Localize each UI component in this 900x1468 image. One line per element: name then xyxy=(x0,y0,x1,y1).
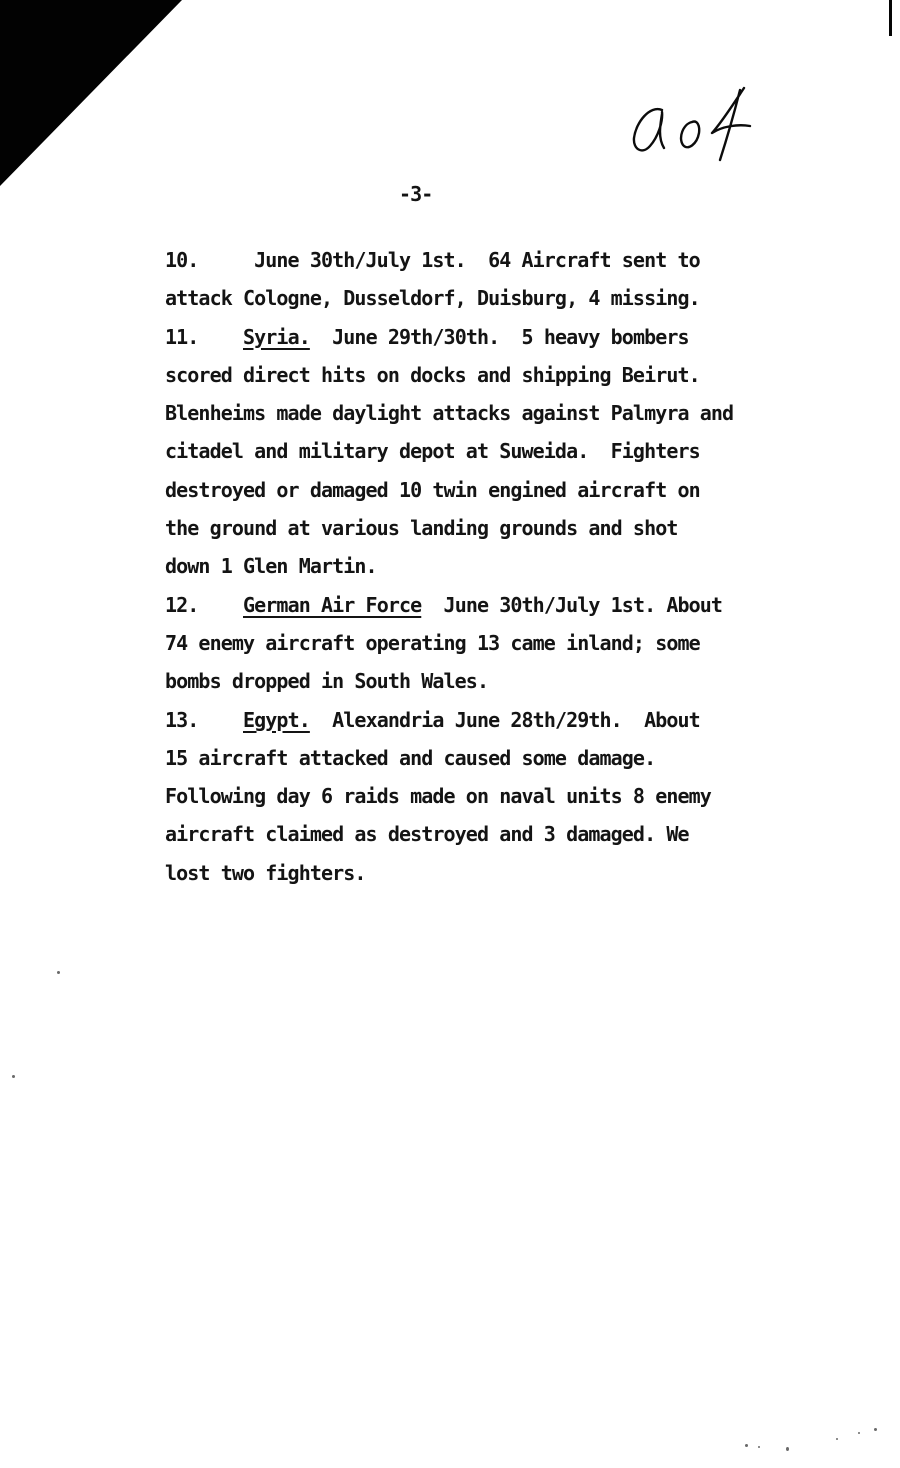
text-segment: destroyed or damaged 10 twin engined aircraft on xyxy=(165,477,700,502)
scan-speck xyxy=(57,971,60,974)
text-segment: June 29th/30th. 5 heavy bombers xyxy=(309,324,689,349)
scan-speck xyxy=(745,1444,748,1447)
scan-speck xyxy=(874,1428,877,1431)
text-segment: the ground at various landing grounds and shot xyxy=(165,516,678,541)
text-line xyxy=(165,777,733,815)
text-line xyxy=(165,394,733,432)
scan-speck xyxy=(12,1075,15,1078)
scan-corner-fold xyxy=(0,0,182,186)
text-segment: 13. xyxy=(165,707,243,732)
text-segment: 15 aircraft attacked and caused some damage. xyxy=(165,745,656,770)
text-segment: scored direct hits on docks and shipping Beirut. xyxy=(165,362,700,387)
text-segment: 74 enemy aircraft operating 13 came inland; some xyxy=(165,630,700,655)
text-segment: Following day 6 raids made on naval units 8 enemy xyxy=(165,784,711,809)
text-line xyxy=(165,586,733,624)
text-line xyxy=(165,279,733,317)
handwritten-mark xyxy=(618,78,768,178)
underlined-heading: German Air Force xyxy=(243,592,422,617)
text-line xyxy=(165,739,733,777)
text-segment: Blenheims made daylight attacks against Palmyra and xyxy=(165,401,734,426)
text-line xyxy=(165,701,733,739)
text-line xyxy=(165,624,733,662)
text-line xyxy=(165,356,733,394)
text-segment: June 30th/July 1st. About xyxy=(421,592,723,617)
text-segment: lost two fighters. xyxy=(165,860,366,885)
text-segment: 10. June 30th/July 1st. 64 Aircraft sent to xyxy=(165,248,700,272)
text-line xyxy=(165,854,733,892)
text-line xyxy=(165,471,733,509)
text-line xyxy=(165,662,733,700)
scan-speck xyxy=(858,1432,860,1434)
text-line xyxy=(165,815,733,853)
text-line xyxy=(165,241,733,279)
text-segment: bombs dropped in South Wales. xyxy=(165,669,489,694)
text-segment: aircraft claimed as destroyed and 3 damaged. We xyxy=(165,822,689,847)
scan-speck xyxy=(786,1447,789,1451)
text-segment: attack Cologne, Dusseldorf, Duisburg, 4 missing. xyxy=(165,286,700,311)
handwritten-a04-glyph xyxy=(618,78,768,178)
scan-speck xyxy=(758,1446,760,1448)
scan-speck xyxy=(836,1438,838,1440)
document-lines xyxy=(165,241,733,892)
text-line xyxy=(165,318,733,356)
underlined-heading: Syria. xyxy=(243,324,310,349)
text-line xyxy=(165,509,733,547)
page-number: -3- xyxy=(399,182,433,206)
text-line xyxy=(165,432,733,470)
text-segment: citadel and military depot at Suweida. Fighters xyxy=(165,439,700,464)
text-segment: down 1 Glen Martin. xyxy=(165,554,377,579)
text-segment: 11. xyxy=(165,324,243,349)
underlined-heading: Egypt. xyxy=(243,707,310,732)
scan-edge-mark xyxy=(889,0,892,36)
text-segment: 12. xyxy=(165,592,243,617)
text-line xyxy=(165,547,733,585)
text-segment: Alexandria June 28th/29th. About xyxy=(309,707,700,732)
